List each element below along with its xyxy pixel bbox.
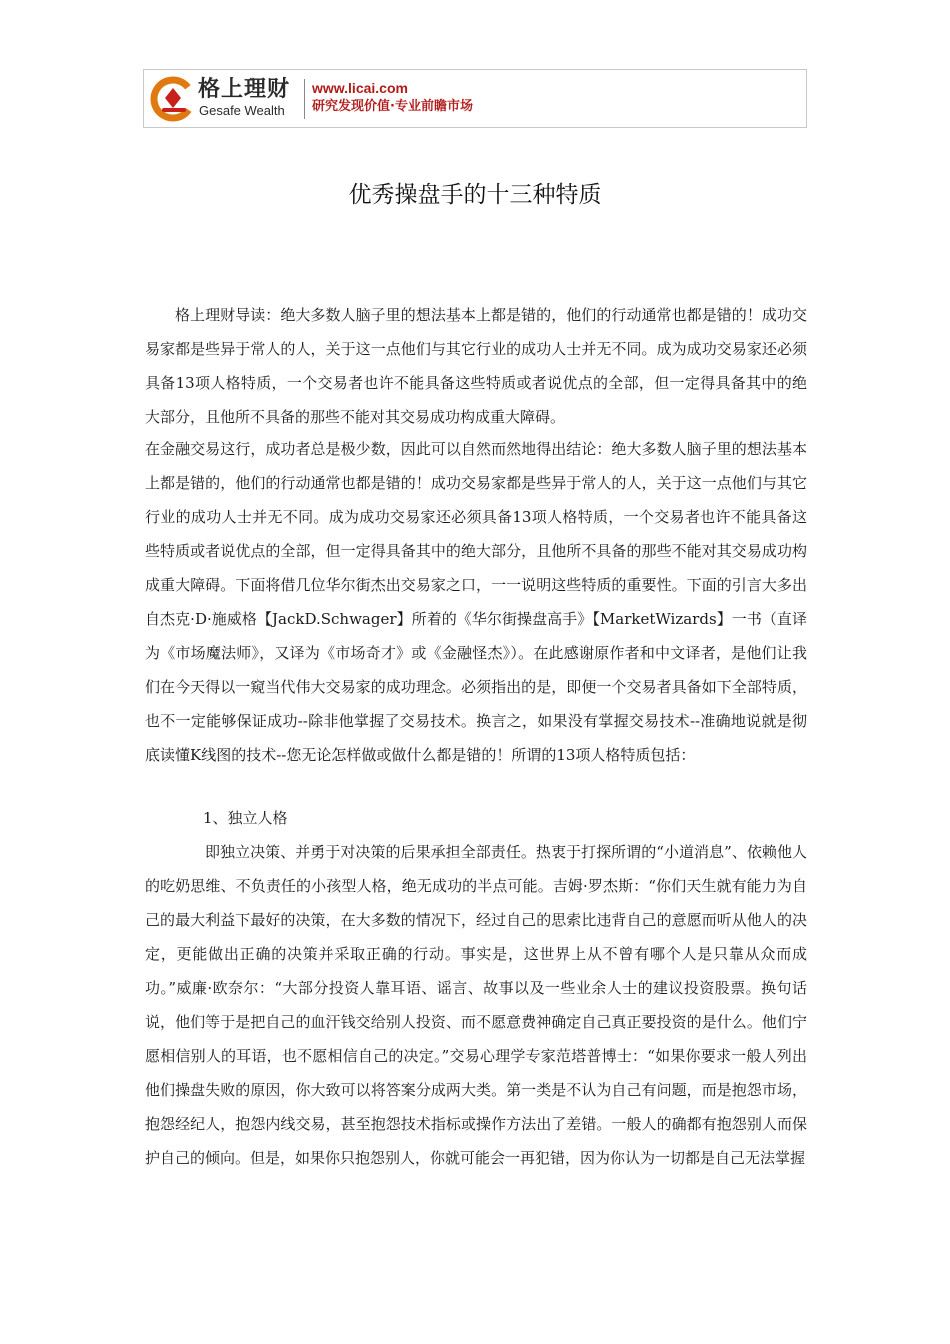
site-tagline: 研究发现价值·专业前瞻市场 bbox=[312, 99, 473, 114]
logo-chinese-name: 格上理财 bbox=[198, 77, 291, 102]
header-banner bbox=[143, 69, 807, 128]
site-url-link[interactable]: www.licai.com bbox=[312, 80, 408, 96]
document-title: 优秀操盘手的十三种特质 bbox=[348, 182, 602, 208]
section-body-1: 即独立决策、并勇于对决策的后果承担全部责任。热衷于打探所谓的“小道消息”、依赖他人的吃奶思维、不负责任的小孩型人格，绝无成功的半点可能。吉姆·罗杰斯：“你们天生就有能力为自己的最大利益下最好的决策，在大多数的情况下，经过自己的思索比违背自己的意愿而听从他人的决定，更能做出正确的决策并采取正确的行动。事实是，这世界上从不曾有哪个人是只靠从众而成功。”威廉·欧奈尔：“大部分投资人靠耳语、谣言、故事以及一些业余人士的建议投资股票。换句话说，他们等于是把自己的血汗钱交给别人投资、而不愿意费神确定自己真正要投资的是什么。他们宁愿相信别人的耳语，也不愿相信自己的决定。”交易心理学专家范塔普博士：“如果你要求一般人列出他们操盘失败的原因，你大致可以将答案分成两大类。第一类是不认为自己有问题，而是抱怨市场，抱怨经纪人，抱怨内线交易，甚至抱怨技术指标或操作方法出了差错。一般人的确都有抱怨别人而保护自己的倾向。但是，如果你只抱怨别人，你就可能会一再犯错，因为你认为一切都是自己无法掌握 bbox=[145, 843, 807, 1167]
section-heading-1: 1、独立人格 bbox=[203, 809, 288, 827]
gesafe-logo-icon bbox=[150, 76, 196, 122]
main-paragraph: 在金融交易这行，成功者总是极少数，因此可以自然而然地得出结论：绝大多数人脑子里的想法基本上都是错的，他们的行动通常也都是错的！成功交易家都是些异于常人的人，关于这一点他们与其它行业的成功人士并无不同。成为成功交易家还必须具备13项人格特质，一个交易者也许不能具备这些特质或者说优点的全部，但一定得具备其中的绝大部分，且他所不具备的那些不能对其交易成功构成重大障碍。下面将借几位华尔街杰出交易家之口，一一说明这些特质的重要性。下面的引言大多出自杰克·D·施威格【JackD.Schwager】所着的《华尔街操盘高手》【MarketWizards】一书（直译为《市场魔法师》，又译为《市场奇才》或《金融怪杰》）。在此感谢原作者和中文译者，是他们让我们在今天得以一窥当代伟大交易家的成功理念。必须指出的是，即便一个交易者具备如下全部特质，也不一定能够保证成功--除非他掌握了交易技术。换言之，如果没有掌握交易技术--准确地说就是彻底读懂K线图的技术--您无论怎样做或做什么都是错的！所谓的13项人格特质包括： bbox=[145, 440, 807, 764]
logo-english-name: Gesafe Wealth bbox=[199, 103, 285, 118]
intro-paragraph: 格上理财导读：绝大多数人脑子里的想法基本上都是错的，他们的行动通常也都是错的！成功交易家都是些异于常人的人，关于这一点他们与其它行业的成功人士并无不同。成为成功交易家还必须具备13项人格特质，一个交易者也许不能具备这些特质或者说优点的全部，但一定得具备其中的绝大部分，且他所不具备的那些不能对其交易成功构成重大障碍。 bbox=[145, 306, 807, 426]
header-divider bbox=[304, 79, 305, 119]
